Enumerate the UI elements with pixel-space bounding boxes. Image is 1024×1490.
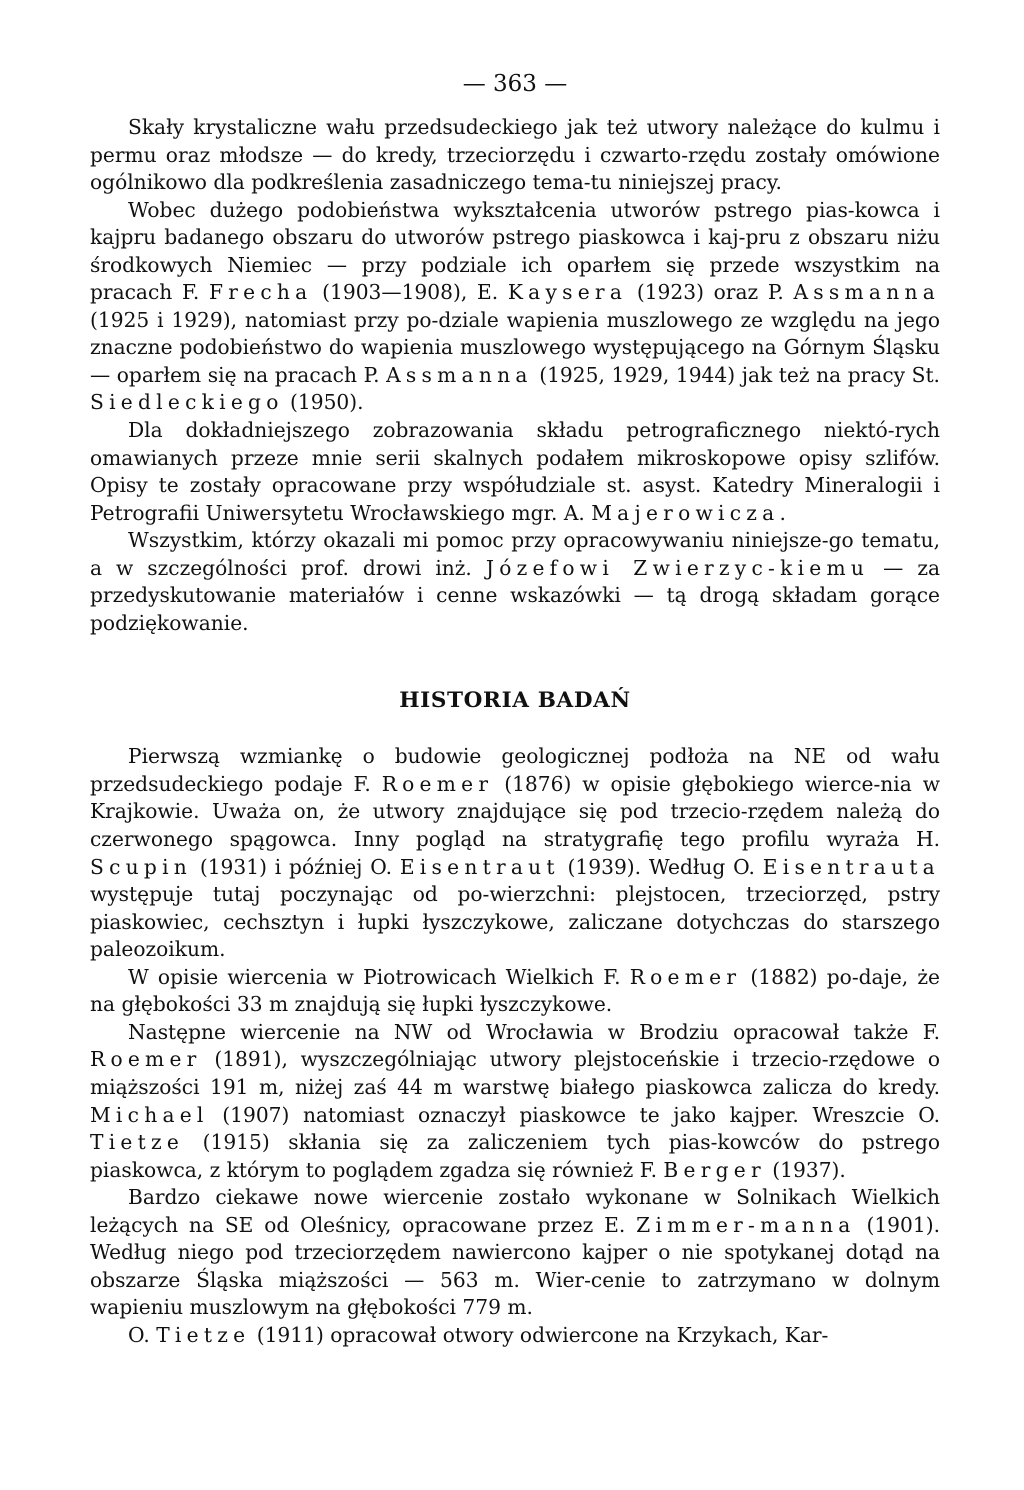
author-name: Roemer: [629, 964, 742, 989]
author-name: Eisentraut: [399, 854, 560, 879]
text-run: (1923) oraz P.: [627, 280, 794, 305]
paragraph-solniki-drilling: [90, 1184, 940, 1322]
page-number: — 363 —: [462, 71, 568, 97]
text-run: (1925 i 1929), natomiast przy po-dziale wapienia muszlowego ze względu na jego znaczne podobieństwo do wapienia muszlowego występującego na Górnym Śląsku — oparłem się na pracach P.: [90, 307, 940, 387]
author-name: Michael: [90, 1102, 209, 1127]
paragraph-piotrowice-drilling: [90, 964, 940, 1019]
text-run: (1950).: [283, 390, 364, 415]
paragraph-acknowledgements: [90, 527, 940, 637]
paragraph-thin-sections: [90, 417, 940, 527]
page: [90, 70, 940, 1349]
text-run: (1901). Według niego pod trzeciorzędem nawiercono kajper o nie spotykanej dotąd na obszarze Śląska miąższości — 563 m. Wier-cenie to zatrzymano w dolnym wapieniu muszlowym na głębokości 779 m.: [90, 1212, 940, 1320]
section-heading: HISTORIA BADAŃ: [399, 688, 631, 714]
text-run: (1915) skłania się za zaliczeniem tych pias-kowców do pstrego piaskowca, z którym to poglądem zgadza się również F.: [90, 1130, 940, 1182]
text-run: Skały krystaliczne wału przedsudeckiego jak też utwory należące do kulmu i permu oraz młodsze — do kredy, trzeciorzędu i czwarto-rzędu zostały omówione ogólnikowo dla podkreślenia zasadniczego tema-tu niniejszej pracy.: [90, 115, 940, 195]
author-name: Roemer: [381, 771, 494, 796]
text-run: (1876) w opisie głębokiego wierce-nia w Krajkowie. Uważa on, że utwory znajdujące się pod trzecio-rzędem należą do czerwonego spągowca. Inny pogląd na stratygrafię tego profilu wyraża H.: [90, 771, 940, 852]
text-run: Dla dokładniejszego zobrazowania składu petrograficznego niektó-rych omawianych przeze mnie serii skalnych podałem mikroskopowe opisy szlifów. Opisy te zostały opracowane przy współudziale st. asyst. Katedry Mineralogii i Petrografii Uniwersytetu Wrocławskiego mgr. A.: [90, 418, 940, 525]
text-run: Następne wiercenie na NW od Wrocławia w Brodziu opracował także F.: [128, 1019, 940, 1044]
author-name: Scupin: [90, 854, 193, 879]
author-name: Berger: [663, 1157, 766, 1182]
text-run: Bardzo ciekawe nowe wiercenie zostało wykonane w Solnikach Wielkich leżących na SE od Oleśnicy, opracowane przez E.: [90, 1185, 940, 1237]
paragraph-brodzie-drilling: [90, 1019, 940, 1184]
author-name: Roemer: [90, 1047, 202, 1072]
text-run: (1903—1908), E.: [312, 280, 508, 305]
author-name: Assmanna: [386, 362, 533, 387]
text-run: Wszystkim, którzy okazali mi pomoc przy opracowywaniu niniejsze-go tematu, a w szczególności prof. drowi inż.: [90, 528, 940, 580]
author-name: Eisentrauta: [762, 854, 940, 879]
author-name: Tietze: [90, 1130, 185, 1155]
text-run: (1925, 1929, 1944) jak też na pracy St.: [532, 362, 940, 387]
text-run: (1882) po-daje, że na głębokości 33 m znajdują się łupki łyszczykowe.: [90, 964, 940, 1017]
paragraph-krajkow-drilling: [90, 743, 940, 963]
text-run: .: [779, 500, 786, 525]
text-run: (1907) natomiast oznaczył piaskowce te jako kajper. Wreszcie O.: [208, 1102, 940, 1127]
author-name: Józefowi Zwierzyc-kiemu: [485, 555, 870, 580]
text-run: występuje tutaj poczynając od po-wierzchni: plejstocen, trzeciorzęd, pstry piaskowiec, cechsztyn i łupki łyszczykowe, zaliczane dotychczas do starszego paleozoikum.: [90, 882, 940, 962]
text-run: — za przedyskutowanie materiałów i cenne wskazówki — tą drogą składam gorące podziękowanie.: [90, 555, 940, 635]
text-run: O.: [128, 1322, 157, 1347]
author-name: Tietze: [156, 1322, 251, 1347]
text-run: Wobec dużego podobieństwa wykształcenia utworów pstrego pias-kowca i kajpru badanego obszaru do utworów pstrego piaskowca i kaj-pru z obszaru niżu środkowych Niemiec — przy podziale ich oparłem się przede wszystkim na pracach F.: [90, 197, 940, 305]
author-name: Siedleckiego: [90, 390, 284, 415]
text-run: (1891), wyszczególniając utwory plejstoceńskie i trzecio-rzędowe o miąższości 191 m, niżej zaś 44 m warstwę białego piaskowca zalicza do kredy.: [90, 1047, 940, 1099]
text-run: Pierwszą wzmiankę o budowie geologicznej podłoża na NE od wału przedsudeckiego podaje F.: [90, 744, 940, 796]
text-run: W opisie wiercenia w Piotrowicach Wielkich F.: [128, 964, 630, 989]
text-run: (1931) i później O.: [192, 854, 400, 879]
author-name: Zimmer-manna: [636, 1212, 856, 1237]
author-name: Frecha: [208, 280, 313, 305]
author-name: Assmanna: [793, 280, 941, 305]
paragraph-krzyki-drilling: [90, 1322, 940, 1350]
paragraph-stratigraphy-basis: [90, 197, 940, 417]
author-name: Kaysera: [507, 280, 628, 305]
text-run: (1939). Według O.: [559, 854, 763, 879]
text-run: (1911) opracował otwory odwiercone na Krzykach, Kar-: [250, 1322, 829, 1347]
author-name: Majerowicza: [591, 500, 780, 525]
text-run: (1937).: [765, 1157, 846, 1182]
paragraph-intro-rocks: [90, 114, 940, 197]
